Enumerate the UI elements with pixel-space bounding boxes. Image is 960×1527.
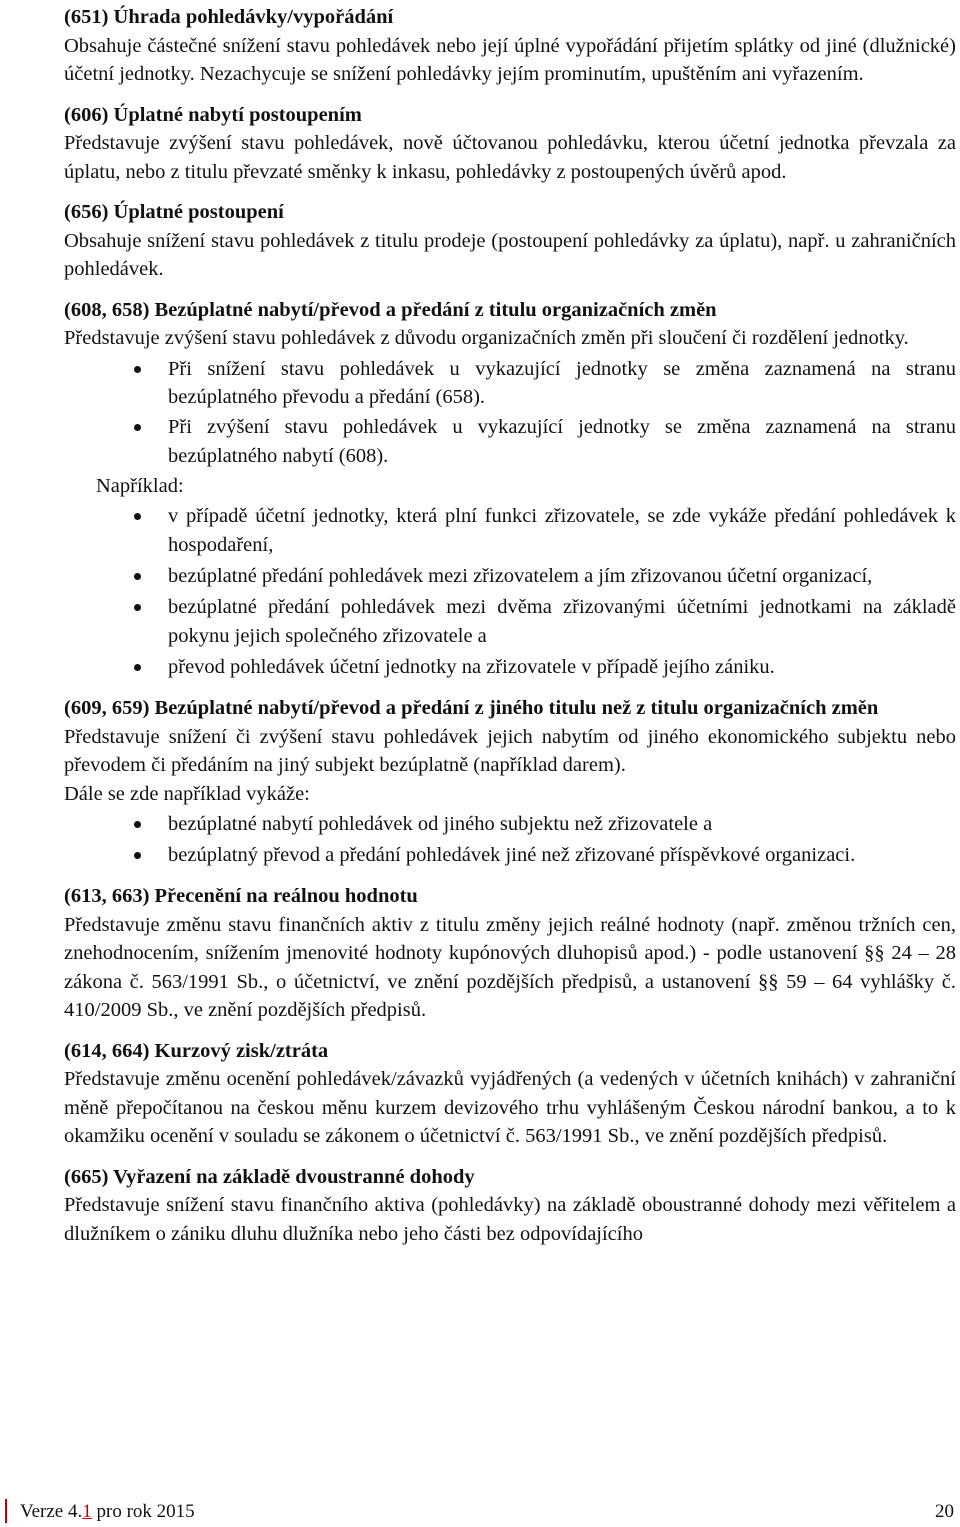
section-heading: (609, 659) Bezúplatné nabytí/převod a předání z jiného titulu než z titulu organizačních změn bbox=[64, 697, 879, 719]
section-text: Představuje zvýšení stavu pohledávek, nově účtovanou pohledávku, kterou účetní jednotka převzala za úplatu, nebo z titulu převzaté směnky k inkasu, pohledávky z postoupených úvěrů apod. bbox=[64, 132, 956, 183]
section-text: Obsahuje snížení stavu pohledávek z titulu prodeje (postoupení pohledávky za úplatu), např. u zahraničních pohledávek. bbox=[64, 229, 956, 280]
footer-accent-rule bbox=[5, 1499, 7, 1523]
section-656 bbox=[64, 198, 956, 284]
section-heading: (656) Úplatné postoupení bbox=[64, 201, 284, 223]
list-item-text: převod pohledávek účetní jednotky na zřizovatele v případě jejího zániku. bbox=[168, 656, 775, 678]
bullet-icon bbox=[134, 573, 141, 580]
list-item-text: v případě účetní jednotky, která plní funkci zřizovatele, se zde vykáže předání pohledávek k hospodaření, bbox=[168, 505, 956, 556]
example-bullet-list bbox=[64, 502, 956, 682]
bullet-icon bbox=[134, 664, 141, 671]
list-item-text: bezúplatné nabytí pohledávek od jiného subjektu než zřizovatele a bbox=[168, 813, 713, 835]
bullet-icon bbox=[134, 366, 141, 373]
version-suffix: pro rok 2015 bbox=[91, 1501, 195, 1522]
section-613-663 bbox=[64, 882, 956, 1025]
bullet-icon bbox=[134, 604, 141, 611]
section-heading: (606) Úplatné nabytí postoupením bbox=[64, 103, 362, 126]
bullet-icon bbox=[134, 852, 141, 859]
section-651 bbox=[64, 3, 956, 89]
example-label: Například: bbox=[96, 474, 184, 497]
list-item-text: bezúplatné předání pohledávek mezi dvěma zřizovanými účetními jednotkami na základě pokynu jejich společného zřizovatele a bbox=[168, 596, 956, 647]
bullet-icon bbox=[134, 821, 141, 828]
page-number: 20 bbox=[935, 1501, 954, 1522]
section-heading: (614, 664) Kurzový zisk/ztráta bbox=[64, 1039, 329, 1062]
footer-version bbox=[20, 1497, 195, 1527]
section-609-659 bbox=[64, 694, 956, 870]
section-heading: (651) Úhrada pohledávky/vypořádání bbox=[64, 6, 394, 28]
section-heading: (613, 663) Přecenění na reálnou hodnotu bbox=[64, 885, 418, 907]
list-item bbox=[64, 355, 956, 412]
bullet-list bbox=[64, 810, 956, 870]
section-614-664 bbox=[64, 1037, 956, 1151]
bullet-icon bbox=[134, 513, 141, 520]
version-prefix: Verze 4. bbox=[20, 1501, 83, 1522]
list-item-text: Při zvýšení stavu pohledávek u vykazující jednotky se změna zaznamená na stranu bezúplatného nabytí (608). bbox=[168, 416, 956, 467]
section-heading: (665) Vyřazení na základě dvoustranné dohody bbox=[64, 1165, 475, 1188]
bullet-list bbox=[64, 355, 956, 471]
section-608-658 bbox=[64, 296, 956, 683]
list-item bbox=[64, 810, 956, 839]
section-text: Představuje snížení stavu finančního aktiva (pohledávky) na základě oboustranné dohody mezi věřitelem a dlužníkem o zániku dluhu dlužníka nebo jeho části bez odpovídajícího bbox=[64, 1194, 956, 1245]
document-page bbox=[64, 3, 956, 1260]
section-text: Představuje zvýšení stavu pohledávek z důvodu organizačních změn při sloučení či rozdělení jednotky. bbox=[64, 327, 909, 349]
version-minor: 1 bbox=[82, 1501, 92, 1522]
section-text: Obsahuje částečné snížení stavu pohledávek nebo její úplné vypořádání přijetím splátky od jiné (dlužnické) účetní jednotky. Nezachycuje se snížení pohledávky jejím prominutím, upuštěním ani vyřazením. bbox=[64, 34, 956, 85]
section-text-2: Dále se zde například vykáže: bbox=[64, 782, 310, 805]
section-606 bbox=[64, 101, 956, 187]
list-item bbox=[64, 841, 956, 870]
section-heading: (608, 658) Bezúplatné nabytí/převod a předání z titulu organizačních změn bbox=[64, 298, 717, 321]
list-item bbox=[64, 593, 956, 651]
list-item bbox=[64, 413, 956, 470]
section-text: Představuje změnu ocenění pohledávek/závazků vyjádřených (a vedených v účetních knihách) v zahraniční měně přepočítanou na českou měnu kurzem devizového trhu vyhlášeným Českou národní bankou, a to k okamžiku ocenění v souladu se zákonem o účetnictví č. 563/1991 Sb., ve znění pozdějších předpisů. bbox=[64, 1068, 956, 1147]
page-footer bbox=[0, 1497, 960, 1527]
section-text: Představuje změnu stavu finančních aktiv z titulu změny jejich reálné hodnoty (např. změnou tržních cen, znehodnocením, snížením jmenovité hodnoty kupónových dluhopisů apod.) - podle ustanovení §§ 24 – 28 zákona č. 563/1991 Sb., o účetnictví, ve znění pozdějších předpisů, a ustanovení §§ 59 – 64 vyhlášky č. 410/2009 Sb., ve znění pozdějších předpisů. bbox=[64, 913, 956, 1021]
bullet-icon bbox=[134, 424, 141, 431]
list-item bbox=[64, 502, 956, 560]
list-item-text: bezúplatné předání pohledávek mezi zřizovatelem a jím zřizovanou účetní organizací, bbox=[168, 565, 873, 587]
section-text: Představuje snížení či zvýšení stavu pohledávek jejich nabytím od jiného ekonomického subjektu nebo převodem či předáním na jiný subjekt bezúplatně (například darem). bbox=[64, 725, 956, 776]
list-item-text: Při snížení stavu pohledávek u vykazující jednotky se změna zaznamená na stranu bezúplatného převodu a předání (658). bbox=[168, 357, 956, 408]
list-item bbox=[64, 653, 956, 682]
list-item-text: bezúplatný převod a předání pohledávek jiné než zřizované příspěvkové organizaci. bbox=[168, 844, 856, 866]
list-item bbox=[64, 562, 956, 591]
section-665 bbox=[64, 1163, 956, 1249]
